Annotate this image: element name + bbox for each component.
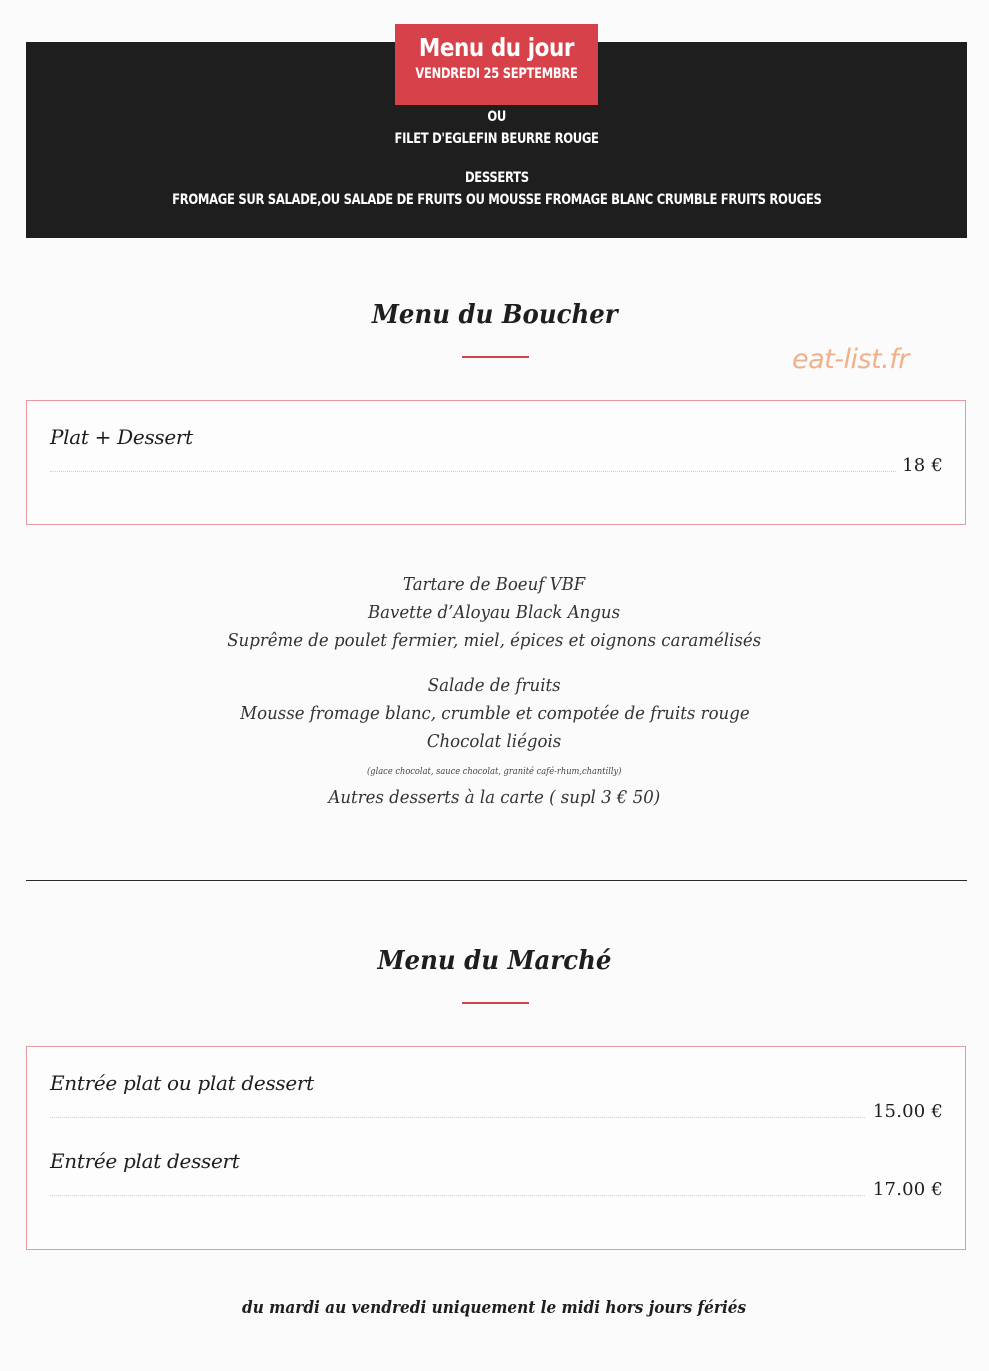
- boucher-plat-1: Tartare de Boeuf VBF: [403, 574, 586, 595]
- boucher-price-box: [26, 400, 966, 525]
- autres-desserts: Autres desserts à la carte ( supl 3 € 50): [328, 787, 661, 808]
- menu-du-jour-plat: FILET D'EGLEFIN BEURRE ROUGE: [394, 131, 599, 147]
- boucher-item-name: Plat + Dessert: [50, 425, 193, 449]
- menu-du-jour-desserts-heading: DESSERTS: [464, 170, 529, 186]
- footer-note: du mardi au vendredi uniquement le midi hors jours fériés: [242, 1298, 747, 1318]
- menu-du-jour-desserts: FROMAGE SUR SALADE,OU SALADE DE FRUITS OU MOUSSE FROMAGE BLANC CRUMBLE FRUITS ROUGES: [171, 192, 822, 208]
- marche-item-1-dots: [50, 1117, 865, 1118]
- menu-du-jour-title: Menu du jour: [418, 33, 575, 62]
- menu-du-jour-ou: OU: [487, 109, 506, 125]
- boucher-dessert-2: Mousse fromage blanc, crumble et compotée de fruits rouge: [239, 703, 750, 724]
- boucher-item-dots: [50, 471, 896, 472]
- marche-item-2-name: Entrée plat dessert: [50, 1149, 240, 1173]
- boucher-title-rule: [462, 356, 529, 358]
- marche-item-2-dots: [50, 1195, 865, 1196]
- boucher-dessert-3: Chocolat liégois: [427, 731, 562, 752]
- liegois-note: (glace chocolat, sauce chocolat, granité café-rhum,chantilly): [367, 767, 622, 777]
- marche-title: Menu du Marché: [377, 946, 612, 976]
- menu-du-jour-date: VENDREDI 25 SEPTEMBRE: [415, 66, 578, 82]
- menu-du-jour-tab: [395, 24, 598, 105]
- boucher-plat-2: Bavette d’Aloyau Black Angus: [368, 602, 621, 623]
- marche-item-1-price: 15.00 €: [872, 1101, 943, 1122]
- boucher-item-price: 18 €: [902, 455, 943, 476]
- section-divider: [26, 880, 967, 881]
- boucher-plat-3: Suprême de poulet fermier, miel, épices et oignons caramélisés: [227, 630, 762, 651]
- marche-price-box: [26, 1046, 966, 1250]
- marche-title-rule: [462, 1002, 529, 1004]
- boucher-dessert-1: Salade de fruits: [428, 675, 561, 696]
- marche-item-2-price: 17.00 €: [872, 1179, 943, 1200]
- boucher-title: Menu du Boucher: [371, 300, 618, 330]
- watermark: eat-list.fr: [792, 344, 909, 375]
- marche-item-1-name: Entrée plat ou plat dessert: [50, 1071, 314, 1095]
